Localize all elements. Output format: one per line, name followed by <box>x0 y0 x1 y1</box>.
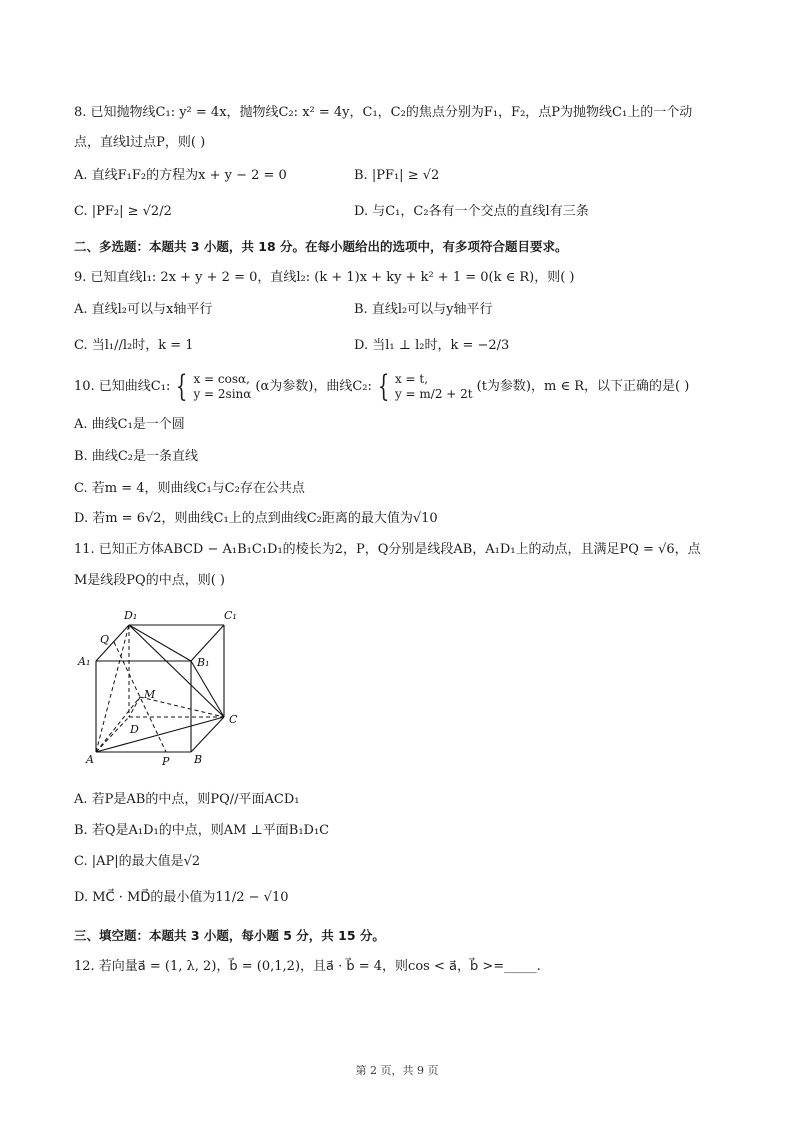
label-q: Q <box>100 633 110 646</box>
q9-option-c: C. 当l₁//l₂时，k = 1 <box>74 338 194 353</box>
q10-option-d: D. 若m = 6√2，则曲线C₁上的点到曲线C₂距离的最大值为√10 <box>74 511 438 526</box>
label-p: P <box>162 755 170 768</box>
q11-option-c: C. |AP|的最大值是√2 <box>74 854 201 869</box>
left-brace-icon: { <box>176 369 188 404</box>
q9-option-d: D. 当l₁ ⊥ l₂时，k = −2/3 <box>354 338 510 353</box>
q11-option-d: D. MC⃗ · MD⃗的最小值为11/2 − √10 <box>74 890 289 905</box>
q8-stem-line1: 8. 已知抛物线C₁: y² = 4x，抛物线C₂: x² = 4y，C₁，C₂的焦点分别为F₁，F₂，点P为抛物线C₁上的一个动 <box>74 105 693 120</box>
section-3-heading: 三、填空题：本题共 3 小题，每小题 5 分，共 15 分。 <box>74 928 385 943</box>
q9-stem: 9. 已知直线l₁: 2x + y + 2 = 0，直线l₂: (k + 1)x + ky + k² + 1 = 0(k ∈ R)，则( ) <box>74 270 575 285</box>
q10-option-a: A. 曲线C₁是一个圆 <box>74 417 185 432</box>
q8-option-b: B. |PF₁| ≥ √2 <box>354 168 440 183</box>
cube-figure <box>74 605 254 770</box>
q10-system-1 <box>193 372 251 402</box>
left-brace-icon: { <box>377 369 390 404</box>
label-a1: A₁ <box>78 655 91 668</box>
label-c1: C₁ <box>224 609 237 622</box>
q8-stem-line2: 点，直线l过点P，则( ) <box>74 135 206 150</box>
q9-option-a: A. 直线l₂可以与x轴平行 <box>74 302 213 317</box>
q10-stem-part-a: 10. 已知曲线C₁: <box>74 379 171 394</box>
q10-option-b: B. 曲线C₂是一条直线 <box>74 449 198 464</box>
q11-option-a: A. 若P是AB的中点，则PQ//平面ACD₁ <box>74 792 300 807</box>
q10-option-c: C. 若m = 4，则曲线C₁与C₂存在公共点 <box>74 481 305 496</box>
q8-option-c: C. |PF₂| ≥ √2/2 <box>74 204 172 219</box>
edge-b-c <box>191 717 224 752</box>
label-d: D <box>130 723 139 736</box>
line-b1-c <box>191 661 224 717</box>
label-b: B <box>194 753 203 766</box>
q8-option-d: D. 与C₁，C₂各有一个交点的直线l有三条 <box>354 204 589 219</box>
section-2-heading: 二、多选题：本题共 3 小题，共 18 分。在每小题给出的选项中，有多项符合题目要求。 <box>74 239 568 254</box>
q9-option-b: B. 直线l₂可以与y轴平行 <box>354 302 493 317</box>
line-m-d <box>129 697 140 717</box>
label-b1: B₁ <box>197 656 210 669</box>
page-footer: 第 2 页，共 9 页 <box>355 1064 439 1077</box>
label-a: A <box>86 753 94 766</box>
q10-system-2 <box>395 372 473 402</box>
q10-stem-part-c: (t为参数)，m ∈ R，以下正确的是( ) <box>476 379 690 394</box>
line-a-c <box>96 717 224 752</box>
q10-system-2-line2: y = m/2 + 2t <box>394 387 473 401</box>
q10-system-1-line1: x = cosα, <box>193 372 250 386</box>
q10-stem <box>74 369 690 404</box>
q11-option-b: B. 若Q是A₁D₁的中点，则AM ⊥平面B₁D₁C <box>74 823 330 838</box>
q12-stem: 12. 若向量a⃗ = (1, λ, 2)，b⃗ = (0,1,2)，且a⃗ · b⃗ = 4，则cos < a⃗，b⃗ >=_____. <box>74 959 541 974</box>
q10-system-1-line2: y = 2sinα <box>193 387 252 401</box>
label-d1: D₁ <box>124 609 138 622</box>
q10-system-2-line1: x = t, <box>394 372 429 386</box>
line-d1-c <box>129 625 224 717</box>
label-c: C <box>229 713 238 726</box>
q11-stem-line2: M是线段PQ的中点，则( ) <box>74 573 225 588</box>
label-m: M <box>144 688 156 701</box>
edge-a-d <box>96 717 129 752</box>
q11-stem-line1: 11. 已知正方体ABCD − A₁B₁C₁D₁的棱长为2，P，Q分别是线段AB，A₁D₁上的动点，且满足PQ = √6，点 <box>74 542 701 557</box>
q10-stem-part-b: (α为参数)，曲线C₂: <box>255 379 372 394</box>
q8-option-a: A. 直线F₁F₂的方程为x + y − 2 = 0 <box>74 168 287 183</box>
